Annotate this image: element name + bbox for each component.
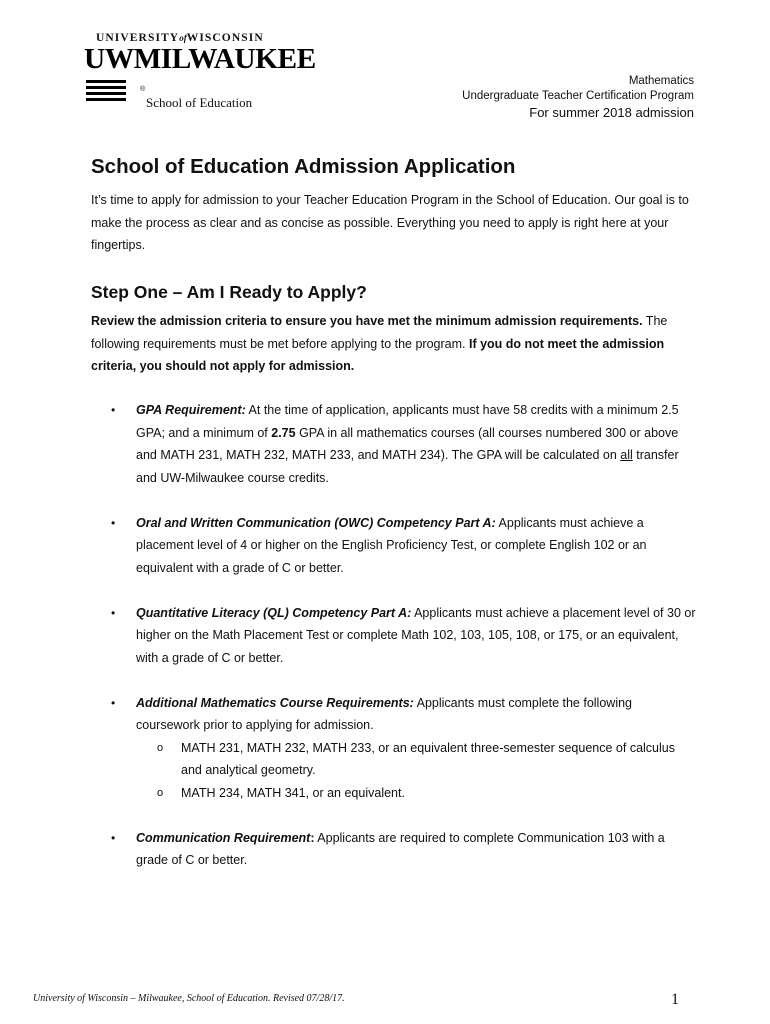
list-item: • Oral and Written Communication (OWC) Competency Part A: Applicants must achieve a placement level of 4 or higher on the English Proficiency Test, or complete English 102 or an equivalent with a grade of C or better. xyxy=(108,512,696,580)
header-subject: Mathematics xyxy=(628,75,694,87)
step-one-heading: Step One – Am I Ready to Apply? xyxy=(91,282,367,302)
requirements-list xyxy=(108,399,696,894)
header-admission: For summer 2018 admission xyxy=(529,105,694,120)
bullet-icon: • xyxy=(111,403,116,417)
header-program: Undergraduate Teacher Certification Program xyxy=(462,90,694,102)
bullet-icon: • xyxy=(111,605,116,620)
logo-brand: UWMILWAUKEE xyxy=(84,44,316,75)
sub-list-item: o MATH 234, MATH 341, or an equivalent. xyxy=(136,782,696,805)
requirement-label: Quantitative Literacy (QL) Competency Part A: xyxy=(136,605,412,620)
logo-university-line: UNIVERSITYofWISCONSIN xyxy=(96,32,264,44)
bullet-icon: • xyxy=(111,695,116,710)
review-bold-warning: If you do not meet the admission criteria, you should not apply for admission. xyxy=(91,336,665,373)
requirement-label: Additional Mathematics Course Requirements: xyxy=(136,695,414,710)
list-item: • Additional Mathematics Course Requirements: Applicants must complete the following coursework prior to applying for admission. o MATH 231, MATH 232, MATH 233, or an equivalent three-semester sequence of calculus and analytical geometry. o MATH 234, MATH 341, or an equivalent. xyxy=(108,692,696,805)
bullet-icon: • xyxy=(111,515,116,530)
review-paragraph xyxy=(91,310,691,378)
list-item: • Communication Requirement: Applicants are required to complete Communication 103 with a grade of C or better. xyxy=(108,827,696,872)
sub-bullet-icon: o xyxy=(157,786,164,799)
uwm-logo xyxy=(84,32,316,112)
logo-stripes-icon xyxy=(86,80,126,104)
sub-list-item: o MATH 231, MATH 232, MATH 233, or an equivalent three-semester sequence of calculus and analytical geometry. xyxy=(136,737,696,782)
bullet-icon: • xyxy=(111,830,116,845)
requirement-label: Communication Requirement xyxy=(136,830,311,845)
review-bold: Review the admission criteria to ensure you have met the minimum admission requirements. xyxy=(91,314,643,328)
intro-paragraph: It’s time to apply for admission to your Teacher Education Program in the School of Education. Our goal is to make the process as clear and as concise as possible. Everything you need to apply is right here at your fingertips. xyxy=(91,193,689,252)
list-item: • GPA Requirement: At the time of application, applicants must have 58 credits with a minimum 2.5 GPA; and a minimum of 2.75 GPA in all mathematics courses (all courses numbered 300 or above and MATH 231, MATH 232, MATH 233, and MATH 234). The GPA will be calculated on all transfer and UW-Milwaukee course credits. xyxy=(108,399,696,489)
review-plain: The following requirements must be met before applying to the program. xyxy=(91,314,668,351)
logo-school: School of Education xyxy=(146,95,253,110)
requirement-label: GPA Requirement: xyxy=(136,403,246,417)
sub-list xyxy=(136,737,696,805)
sub-bullet-icon: o xyxy=(157,741,164,754)
list-item: • Quantitative Literacy (QL) Competency Part A: Applicants must achieve a placement level of 30 or higher on the Math Placement Test or complete Math 102, 103, 105, 108, or 175, or an equivalent, with a grade of C or better. xyxy=(108,602,696,670)
registered-mark: ® xyxy=(140,86,146,93)
page-footer: University of Wisconsin – Milwaukee, School of Education. Revised 07/28/17. xyxy=(33,993,345,1004)
document-header xyxy=(462,74,694,121)
page-number: 1 xyxy=(671,991,679,1008)
page-title: School of Education Admission Application xyxy=(91,155,516,178)
requirement-label: Oral and Written Communication (OWC) Competency Part A: xyxy=(136,515,496,530)
